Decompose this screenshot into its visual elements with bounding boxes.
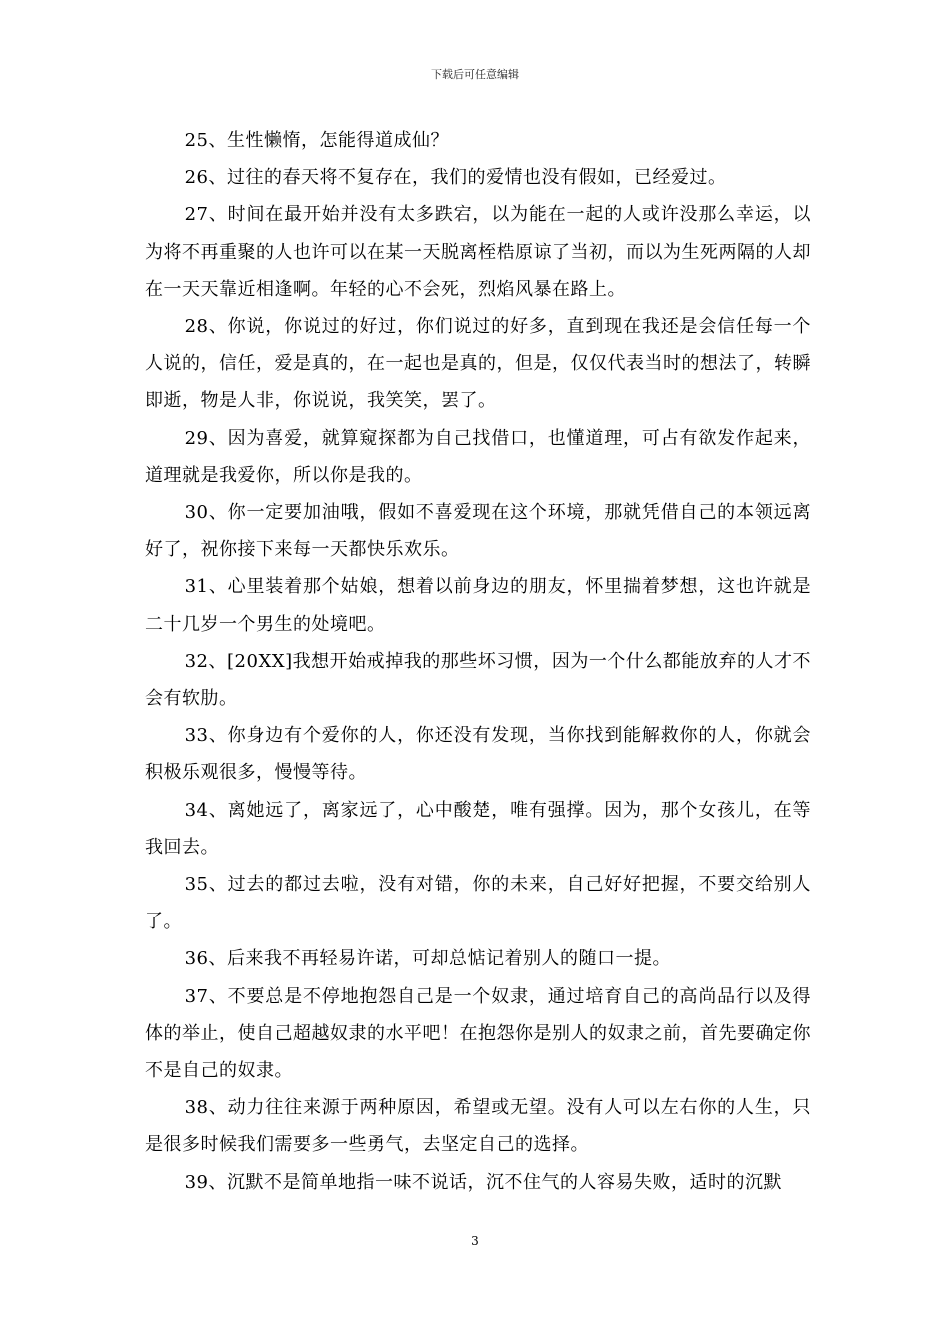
page-header: 下载后可任意编辑 [431, 68, 519, 81]
paragraph: 34、离她远了，离家远了，心中酸楚，唯有强撑。因为，那个女孩儿，在等我回去。 [145, 799, 811, 858]
page-number: 3 [471, 1234, 479, 1248]
paragraph: 27、时间在最开始并没有太多跌宕，以为能在一起的人或许没那么幸运，以为将不再重聚的人也许可以在某一天脱离桎梏原谅了当初，而以为生死两隔的人却在一天天靠近相逢啊。年轻的心不会死，烈焰风暴在路上。 [145, 204, 811, 300]
paragraph: 32、[20XX]我想开始戒掉我的那些坏习惯，因为一个什么都能放弃的人才不会有软肋。 [145, 650, 811, 710]
paragraph: 33、你身边有个爱你的人，你还没有发现，当你找到能解救你的人，你就会积极乐观很多，慢慢等待。 [145, 725, 811, 784]
paragraph: 25、生性懒惰，怎能得道成仙？ [184, 130, 449, 151]
document-body [145, 122, 811, 1201]
paragraph: 30、你一定要加油哦，假如不喜爱现在这个环境，那就凭借自己的本领远离好了，祝你接下来每一天都快乐欢乐。 [145, 502, 811, 561]
paragraph: 29、因为喜爱，就算窥探都为自己找借口，也懂道理，可占有欲发作起来，道理就是我爱你，所以你是我的。 [145, 427, 811, 486]
paragraph: 28、你说，你说过的好过，你们说过的好多，直到现在我还是会信任每一个人说的，信任，爱是真的，在一起也是真的，但是，仅仅代表当时的想法了，转瞬即逝，物是人非，你说说，我笑笑，罢了。 [145, 316, 811, 412]
paragraph: 31、心里装着那个姑娘，想着以前身边的朋友，怀里揣着梦想，这也许就是二十几岁一个男生的处境吧。 [145, 576, 811, 635]
paragraph: 37、不要总是不停地抱怨自己是一个奴隶，通过培育自己的高尚品行以及得体的举止，使自己超越奴隶的水平吧！在抱怨你是别人的奴隶之前，首先要确定你不是自己的奴隶。 [145, 985, 811, 1082]
paragraph: 35、过去的都过去啦，没有对错，你的未来，自己好好把握，不要交给别人了。 [145, 874, 811, 933]
paragraph: 39、沉默不是简单地指一味不说话，沉不住气的人容易失败，适时的沉默 [184, 1171, 782, 1193]
paragraph: 26、过往的春天将不复存在，我们的爱情也没有假如，已经爱过。 [184, 167, 727, 189]
paragraph: 36、后来我不再轻易许诺，可却总惦记着别人的随口一提。 [184, 948, 671, 970]
paragraph: 38、动力往往来源于两种原因，希望或无望。没有人可以左右你的人生，只是很多时候我们需要多一些勇气，去坚定自己的选择。 [145, 1097, 811, 1156]
